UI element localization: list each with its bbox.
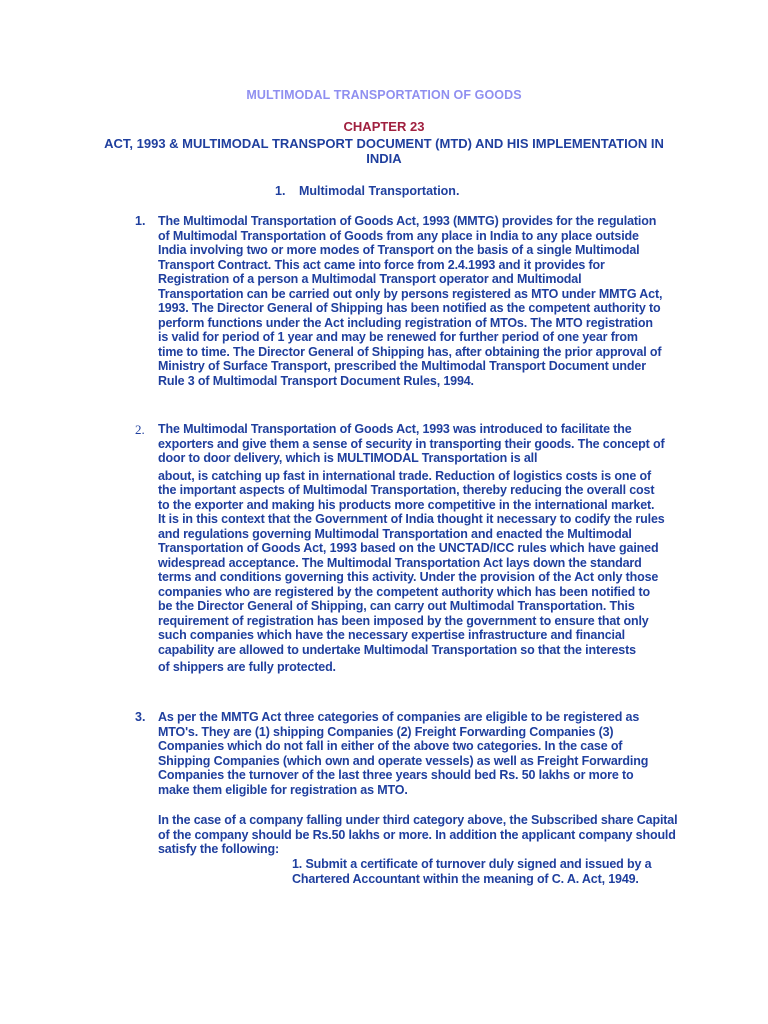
list-item-2 [135, 422, 665, 675]
chapter-subtitle: ACT, 1993 & MULTIMODAL TRANSPORT DOCUMENT (MTD) AND HIS IMPLEMENTATION IN INDIA [104, 136, 664, 166]
list-item-text: The Multimodal Transportation of Goods Act, 1993 (MMTG) provides for the regulation of Multimodal Transportation of Goods from any place in India to any place outside India involving two or more modes of Transport on the basis of a single Multimodal Transport Contract. This act came into force from 2.4.1993 and it provides for Registration of a person a Multimodal Transport operator and Multimodal Transportation can be carried out only by persons registered as MTO under MMTG Act, 1993. The Director General of Shipping has been notified as the competent authority to perform functions under the Act including registration of MTOs. The MTO registration is valid for period of 1 year and may be renewed for further period of one year from time to time. The Director General of Shipping has, after obtaining the prior approval of Ministry of Surface Transport, prescribed the Multimodal Transport Document under Rule 3 of Multimodal Transport Document Rules, 1994. [158, 214, 663, 388]
requirements-paragraph: In the case of a company falling under third category above, the Subscribed share Capital of the company should be Rs.50 lakhs or more. In addition the applicant company should satisfy the following: [158, 813, 678, 856]
section-heading-text: Multimodal Transportation. [299, 184, 460, 198]
section-number: 1. [275, 184, 286, 198]
requirement-subitem-1: 1. Submit a certificate of turnover duly signed and issued by a Chartered Accountant within the meaning of C. A. Act, 1949. [292, 857, 652, 886]
list-item-1 [135, 214, 665, 388]
list-item-number: 1. [135, 214, 146, 228]
list-item-text: As per the MMTG Act three categories of companies are eligible to be registered as MTO's. They are (1) shipping Companies (2) Freight Forwarding Companies (3) Companies which do not fall in either of the above two categories. In the case of Shipping Companies (which own and operate vessels) as well as Freight Forwarding Companies the turnover of the last three years should bed Rs. 50 lakhs or more to make them eligible for registration as MTO. [158, 710, 649, 797]
list-item-text-part-c: of shippers are fully protected. [158, 660, 336, 674]
document-title: MULTIMODAL TRANSPORTATION OF GOODS [246, 88, 522, 102]
list-item-number: 2. [135, 422, 145, 437]
list-item-number: 3. [135, 710, 146, 724]
list-item-text-part-a: The Multimodal Transportation of Goods Act, 1993 was introduced to facilitate the exporters and give them a sense of security in transporting their goods. The concept of door to door delivery, which is MULTIMODAL Transportation is all [158, 422, 665, 465]
section-heading [275, 184, 459, 198]
list-item-3 [135, 710, 665, 797]
chapter-heading: CHAPTER 23 [343, 119, 425, 134]
list-item-text-part-b: about, is catching up fast in international trade. Reduction of logistics costs is one of the important aspects of Multimodal Transportation, thereby reducing the overall cost to the exporter and making his products more competitive in the international market. It is in this context that the Government of India thought it necessary to codify the rules and regulations governing Multimodal Transportation and enacted the Multimodal Transportation of Goods Act, 1993 based on the UNCTAD/ICC rules which have gained widespread acceptance. The Multimodal Transportation Act lays down the standard terms and conditions governing this activity. Under the provision of the Act only those companies who are registered by the competent authority which has been notified to be the Director General of Shipping, can carry out Multimodal Transportation. This requirement of registration has been imposed by the government to ensure that only such companies which have the necessary expertise infrastructure and financial capability are allowed to undertake Multimodal Transportation so that the interests [158, 468, 665, 657]
list-item-text [158, 422, 665, 675]
